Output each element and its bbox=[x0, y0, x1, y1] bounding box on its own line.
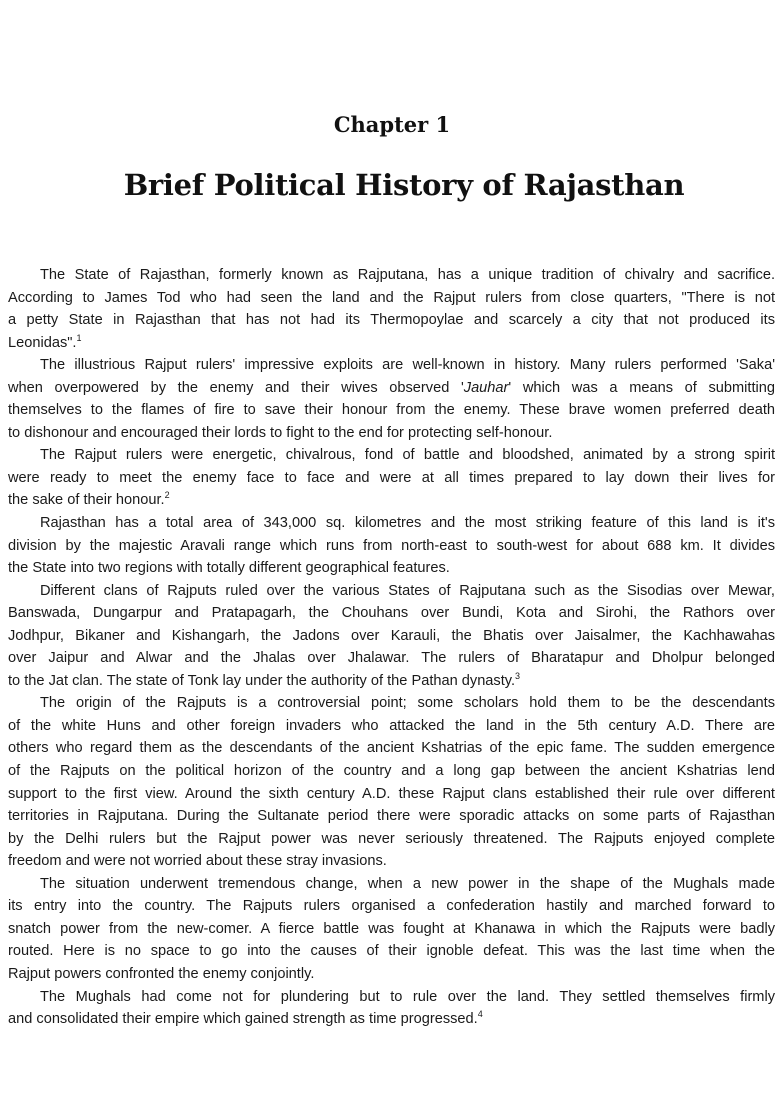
text-segment: themselves to the flames of fire to save their honour from the enemy. These brave women preferred death bbox=[8, 402, 775, 419]
text-line bbox=[8, 332, 775, 355]
text-line bbox=[8, 422, 775, 445]
text-segment: to dishonour and encouraged their lords to fight to the end for protecting self-honour. bbox=[8, 424, 553, 441]
footnote-reference: 3 bbox=[515, 670, 521, 681]
chapter-label: Chapter 1 bbox=[333, 112, 451, 137]
text-segment: the State into two regions with totally different geographical features. bbox=[8, 560, 450, 577]
text-line bbox=[8, 918, 775, 941]
text-segment: The illustrious Rajput rulers' impressive exploits are well-known in history. Many rulers performed 'Saka' bbox=[40, 357, 775, 374]
text-line bbox=[8, 467, 775, 490]
text-segment: Rajasthan has a total area of 343,000 sq. kilometres and the most striking feature of this land is it's bbox=[40, 515, 775, 532]
footnote-reference: 4 bbox=[477, 1009, 483, 1020]
italic-term: Jauhar bbox=[463, 379, 509, 396]
text-line bbox=[8, 873, 775, 896]
text-segment: The Rajput rulers were energetic, chivalrous, fond of battle and bloodshed, animated by a strong spirit bbox=[40, 447, 775, 464]
text-segment: over Jaipur and Alwar and the Jhalas over Jhalawar. The rulers of Bharatapur and Dholpur belonged bbox=[8, 650, 775, 667]
text-segment: the sake of their honour. bbox=[8, 492, 165, 509]
text-line bbox=[8, 602, 775, 625]
footnote-reference: 1 bbox=[76, 332, 82, 343]
text-line bbox=[8, 647, 775, 670]
text-line bbox=[8, 783, 775, 806]
text-line bbox=[8, 489, 775, 512]
text-line bbox=[8, 760, 775, 783]
text-segment: when overpowered by the enemy and their wives observed ' bbox=[8, 379, 464, 396]
chapter-body bbox=[8, 264, 775, 1031]
text-line bbox=[8, 940, 775, 963]
text-segment: were ready to meet the enemy face to face and were at all times prepared to lay down their lives for bbox=[8, 469, 775, 486]
text-segment: snatch power from the new-comer. A fierce battle was fought at Khanawa in which the Rajputs were badly bbox=[8, 920, 775, 937]
text-line bbox=[8, 264, 775, 287]
text-segment: others who regard them as the descendants of the ancient Kshatrias of the epic fame. The sudden emergence bbox=[8, 740, 775, 757]
text-line bbox=[8, 895, 775, 918]
paragraph bbox=[8, 580, 775, 693]
text-segment: ' which was a means of submitting bbox=[508, 379, 776, 396]
text-line bbox=[8, 354, 775, 377]
text-segment: According to James Tod who had seen the land and the Rajput rulers from close quarters, "There is not bbox=[8, 289, 775, 306]
text-segment: The origin of the Rajputs is a controversial point; some scholars hold them to be the descendants bbox=[40, 695, 775, 712]
text-segment: of the Rajputs on the political horizon of the country and a long gap between the ancient Kshatrias lend bbox=[8, 763, 775, 780]
text-segment: by the Delhi rulers but the Rajput power was never seriously threatened. The Rajputs enjoyed complete bbox=[8, 830, 775, 847]
text-line bbox=[8, 512, 775, 535]
chapter-title: Brief Political History of Rajasthan bbox=[123, 168, 685, 202]
text-line bbox=[8, 737, 775, 760]
text-line bbox=[8, 580, 775, 603]
footnote-reference: 2 bbox=[164, 490, 170, 501]
paragraph bbox=[8, 512, 775, 580]
text-segment: to the Jat clan. The state of Tonk lay under the authority of the Pathan dynasty. bbox=[8, 672, 516, 689]
text-segment: Jodhpur, Bikaner and Kishangarh, the Jadons over Karauli, the Bhatis over Jaisalmer, the Kachhawahas bbox=[8, 627, 775, 644]
text-segment: and consolidated their empire which gained strength as time progressed. bbox=[8, 1011, 478, 1028]
text-segment: division by the majestic Aravali range which runs from north-east to south-west for about 688 km. It divides bbox=[8, 537, 775, 554]
paragraph bbox=[8, 264, 775, 354]
paragraph bbox=[8, 444, 775, 512]
text-segment: The State of Rajasthan, formerly known as Rajputana, has a unique tradition of chivalry and sacrifice. bbox=[40, 267, 775, 283]
text-line bbox=[8, 828, 775, 851]
paragraph bbox=[8, 873, 775, 986]
text-segment: of the white Huns and other foreign invaders who attacked the land in the 5th century A.D. There are bbox=[8, 717, 775, 734]
text-segment: routed. Here is no space to go into the causes of their ignoble defeat. This was the last time when the bbox=[8, 943, 775, 960]
text-segment: freedom and were not worried about these stray invasions. bbox=[8, 853, 387, 870]
text-line bbox=[8, 399, 775, 422]
text-segment: territories in Rajputana. During the Sultanate period there were sporadic attacks on some parts of Rajasthan bbox=[8, 808, 775, 825]
text-line bbox=[8, 692, 775, 715]
text-line bbox=[8, 309, 775, 332]
paragraph bbox=[8, 354, 775, 444]
paragraph bbox=[8, 692, 775, 872]
text-segment: Leonidas". bbox=[8, 334, 77, 351]
text-segment: a petty State in Rajasthan that has not had its Thermopoylae and scarcely a city that not produced its bbox=[8, 312, 775, 329]
paragraph bbox=[8, 986, 775, 1031]
text-segment: Banswada, Dungarpur and Pratapagarh, the Chouhans over Bundi, Kota and Sirohi, the Rathors over bbox=[8, 605, 775, 622]
text-segment: The Mughals had come not for plundering but to rule over the land. They settled themselves firmly bbox=[40, 988, 775, 1005]
text-line bbox=[8, 557, 775, 580]
text-line bbox=[8, 625, 775, 648]
text-line bbox=[8, 670, 775, 693]
text-line bbox=[8, 535, 775, 558]
text-line bbox=[8, 287, 775, 310]
text-line bbox=[8, 715, 775, 738]
text-line bbox=[8, 850, 775, 873]
text-segment: Rajput powers confronted the enemy conjointly. bbox=[8, 965, 315, 982]
text-line bbox=[8, 986, 775, 1009]
text-line bbox=[8, 377, 775, 400]
text-line bbox=[8, 805, 775, 828]
text-line bbox=[8, 963, 775, 986]
text-line bbox=[8, 1008, 775, 1031]
text-segment: The situation underwent tremendous change, when a new power in the shape of the Mughals made bbox=[40, 875, 775, 892]
text-segment: support to the first view. Around the sixth century A.D. these Rajput clans established their rule over different bbox=[8, 785, 775, 802]
text-line bbox=[8, 444, 775, 467]
text-segment: its entry into the country. The Rajputs rulers organised a confederation hastily and marched forward to bbox=[8, 898, 775, 915]
text-segment: Different clans of Rajputs ruled over the various States of Rajputana such as the Sisodias over Mewar, bbox=[40, 582, 775, 599]
